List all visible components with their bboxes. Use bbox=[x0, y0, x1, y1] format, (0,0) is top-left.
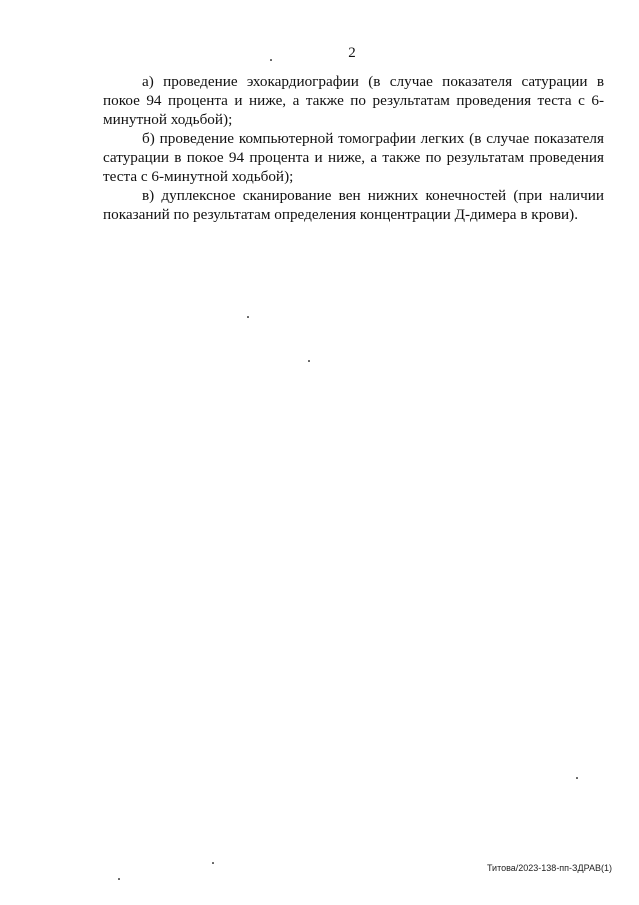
scan-speck bbox=[247, 316, 249, 318]
footer-document-code: Титова/2023-138-пп-ЗДРАВ(1) bbox=[486, 863, 612, 873]
paragraph-a: а) проведение эхокардиографии (в случае показателя сатурации в покое 94 процента и ниже, а также по результатам проведения теста с 6-минутной ходьбой); bbox=[103, 73, 604, 128]
scan-speck bbox=[118, 878, 120, 880]
paragraph-c: в) дуплексное сканирование вен нижних конечностей (при наличии показаний по результатам определения концентрации Д-димера в крови). bbox=[103, 187, 604, 223]
scan-speck bbox=[270, 59, 272, 61]
paragraph-b: б) проведение компьютерной томографии легких (в случае показателя сатурации в покое 94 процента и ниже, а также по результатам проведения теста с 6-минутной ходьбой); bbox=[103, 130, 604, 185]
scan-speck bbox=[576, 777, 578, 779]
scan-speck bbox=[212, 862, 214, 864]
page-number: 2 bbox=[348, 45, 356, 61]
document-body bbox=[103, 72, 604, 224]
scan-speck bbox=[308, 360, 310, 362]
